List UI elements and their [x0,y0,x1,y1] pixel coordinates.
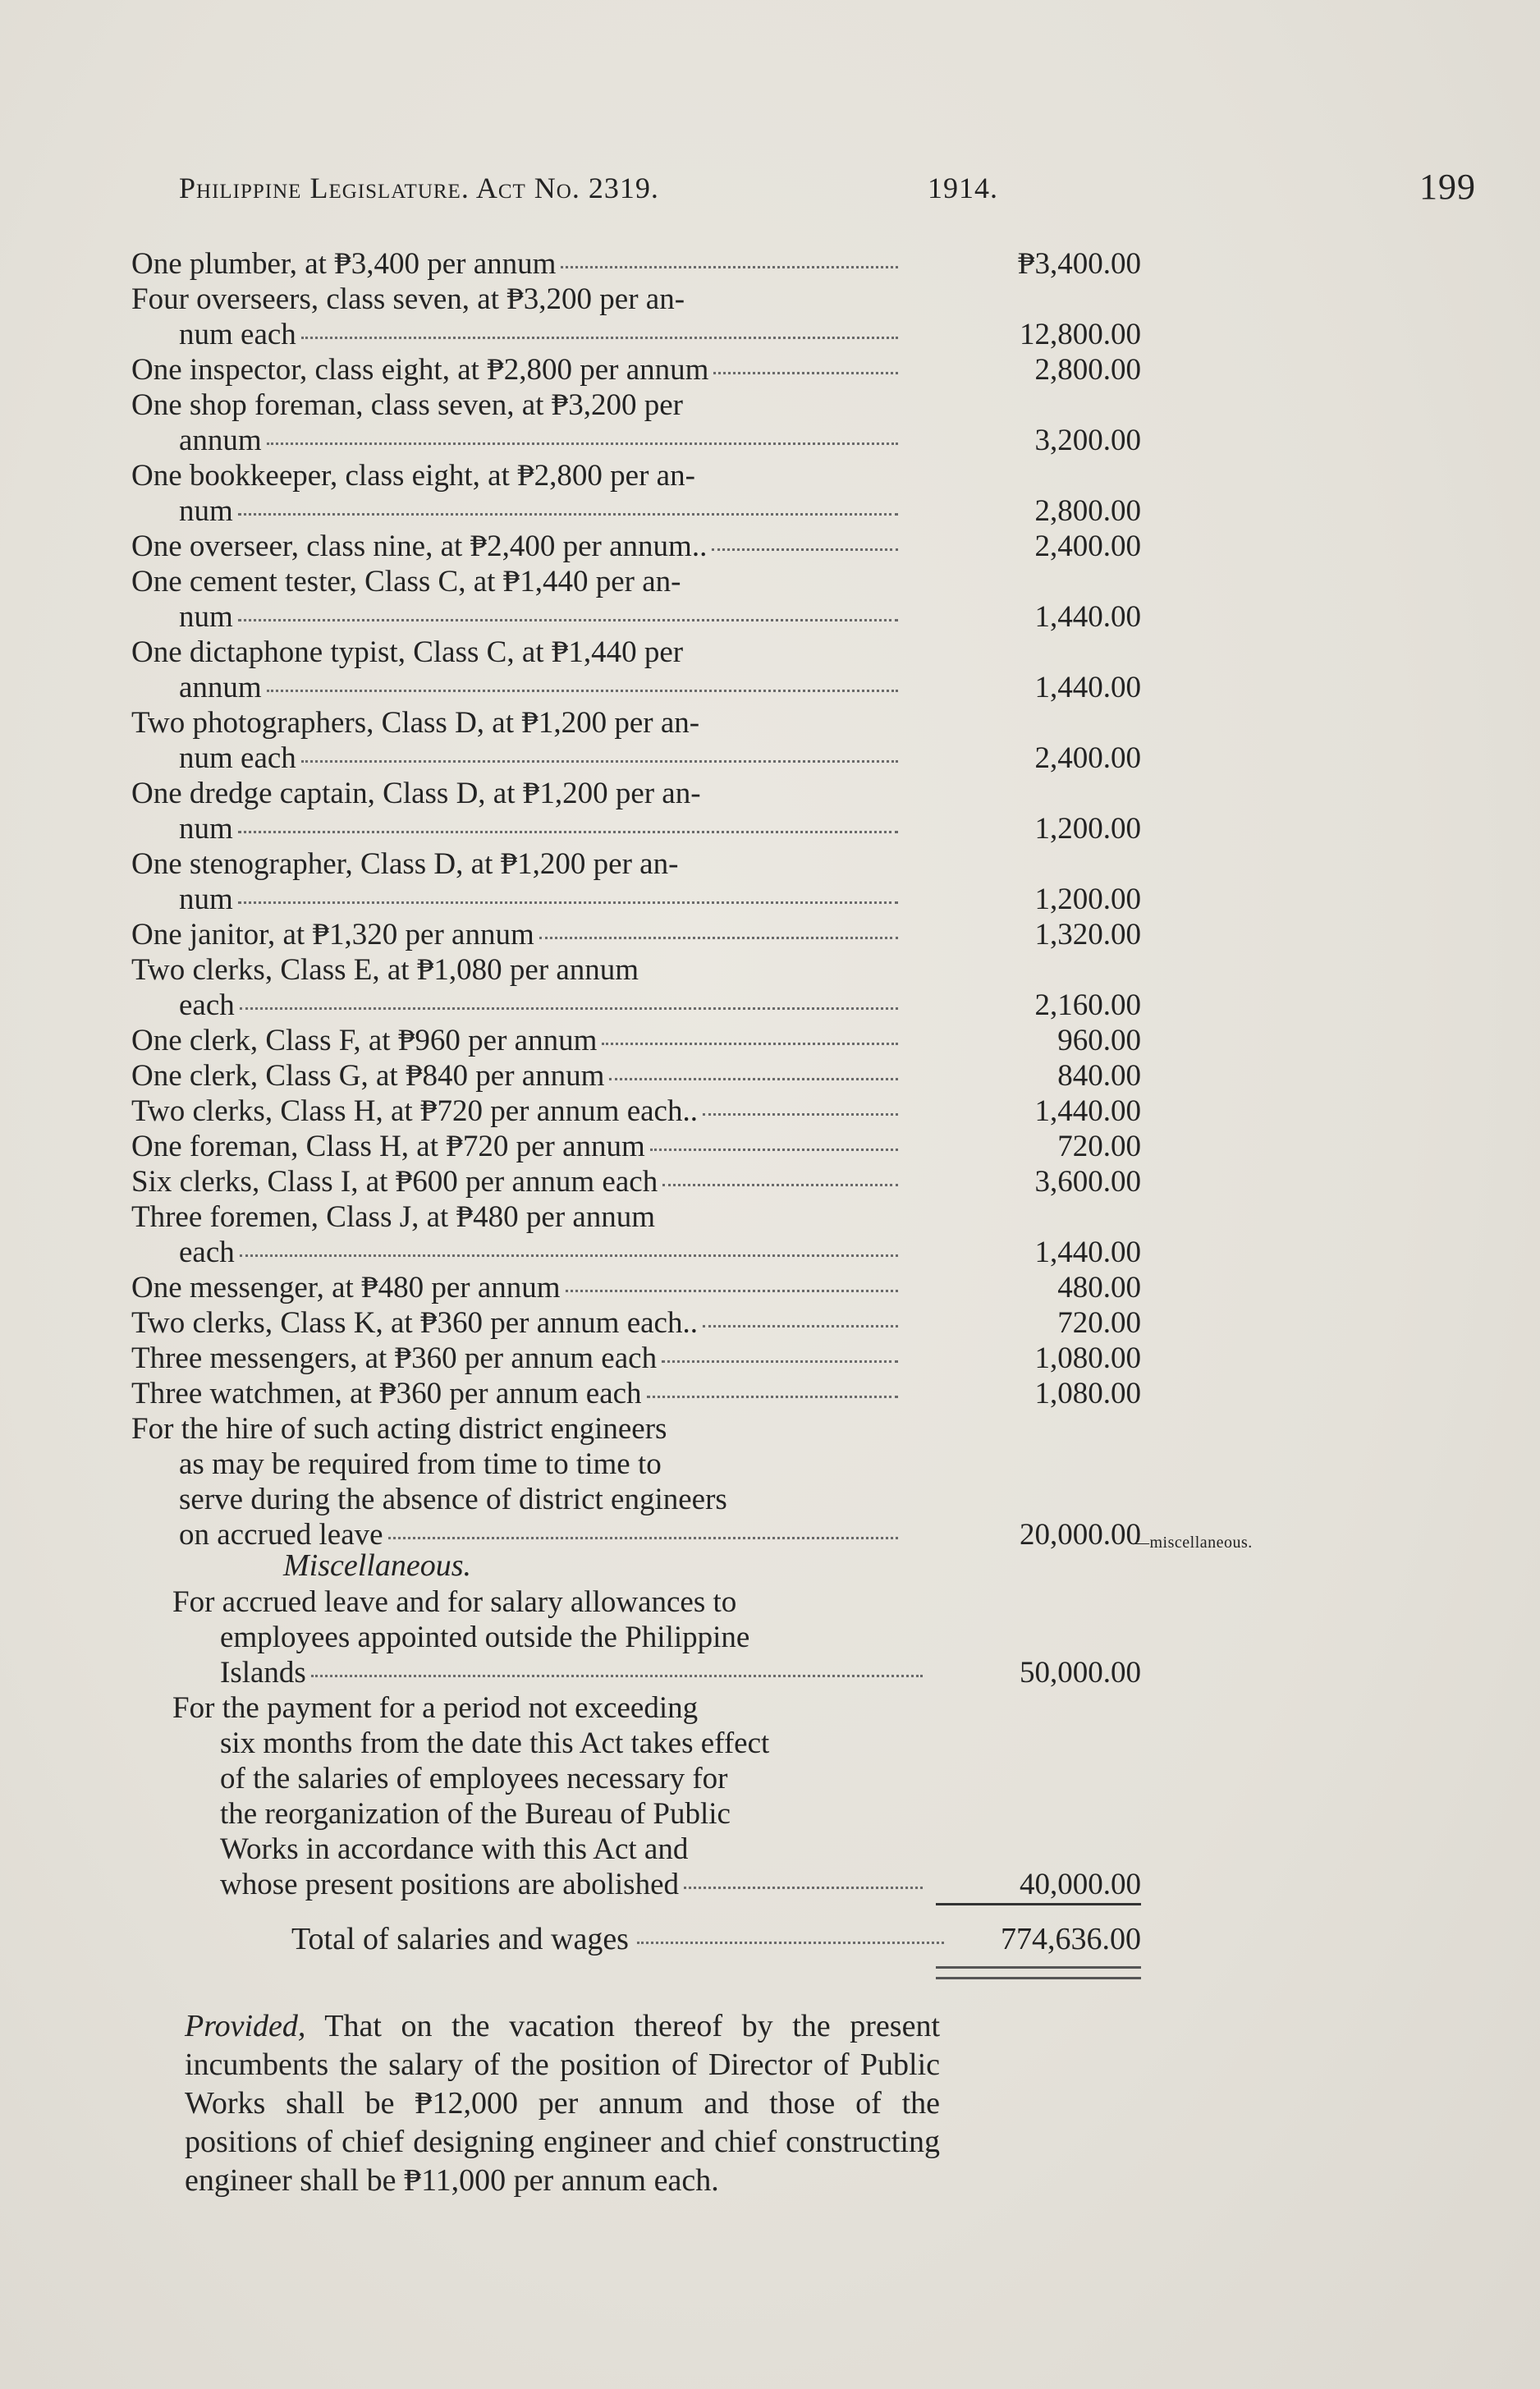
entry-description [131,952,903,1023]
entry-row [131,1094,1141,1129]
entry-row [131,529,1141,564]
entry-amount: 2,160.00 [1034,988,1141,1022]
leader-dots [662,1184,898,1186]
entry-line [131,1376,903,1411]
entry-amount: 1,320.00 [1034,918,1141,951]
entry-line [131,529,903,564]
entry-description [131,246,903,282]
sum-rule [936,1903,1141,1905]
entry-amount: 1,200.00 [1034,883,1141,916]
entry-description [131,1058,903,1094]
entry-row [131,1305,1141,1341]
entry-amount: 50,000.00 [1020,1656,1141,1690]
entry-amount: 2,800.00 [1034,494,1141,528]
entry-text: One cement tester, Class C, at ₱1,440 per an- [131,565,681,598]
entry-line [131,564,903,599]
entry-text: six months from the date this Act takes effect [220,1726,770,1760]
entry-line [131,705,903,741]
entry-line [131,1023,903,1058]
entry-row [131,952,1141,1023]
entry-row [131,1411,1141,1552]
entry-line [131,1270,903,1305]
entry-text: Six clerks, Class I, at ₱600 per annum each [131,1165,658,1199]
entry-text: num [179,494,233,528]
entry-text: For the hire of such acting district engineers [131,1412,667,1446]
entry-line [131,1129,903,1164]
entry-description [131,1376,903,1411]
running-header [179,167,1476,212]
proviso-lead: Provided, [185,2009,306,2043]
entry-text: Two clerks, Class H, at ₱720 per annum each.. [131,1094,698,1128]
entry-amount: ₱3,400.00 [1017,247,1141,281]
entry-description [131,352,903,387]
entry-line [131,988,903,1023]
entry-line [172,1655,928,1690]
leader-dots [561,266,898,268]
entry-text: the reorganization of the Bureau of Public [220,1797,731,1831]
leader-dots [713,372,898,374]
leader-dots [637,1942,944,1944]
entry-text: Two clerks, Class K, at ₱360 per annum each.. [131,1306,698,1340]
entry-amount: 40,000.00 [1020,1868,1141,1901]
entry-row [131,1199,1141,1270]
entry-line [131,317,903,352]
entry-line [172,1690,928,1726]
entry-text: Works in accordance with this Act and [220,1832,689,1866]
entry-line [131,493,903,529]
entry-text: One clerk, Class F, at ₱960 per annum [131,1024,598,1057]
entry-amount: 1,440.00 [1034,671,1141,704]
entry-text: num each [179,318,296,351]
leader-dots [238,513,898,516]
entry-line [131,1164,903,1199]
total-label: Total of salaries and wages [291,1922,629,1956]
entry-line [131,423,903,458]
entry-description [131,1094,903,1129]
entry-row [131,282,1141,352]
entry-row [131,1058,1141,1094]
entry-row [172,1584,1141,1690]
entry-line [131,246,903,282]
entry-amount: 720.00 [1057,1130,1141,1163]
entry-description [131,1411,903,1552]
entry-amount: 12,800.00 [1020,318,1141,351]
entry-text: each [179,1236,235,1269]
entry-text: of the salaries of employees necessary for [220,1762,728,1795]
entry-amount: 960.00 [1057,1024,1141,1057]
leader-dots [238,901,898,904]
entry-text: as may be required from time to time to [179,1447,662,1481]
entry-description [131,1270,903,1305]
entry-text: Two clerks, Class E, at ₱1,080 per annum [131,953,639,987]
entry-description [131,529,903,564]
entry-amount: 480.00 [1057,1271,1141,1305]
entry-line [131,599,903,635]
entry-text: Three watchmen, at ₱360 per annum each [131,1377,642,1410]
entry-line [172,1584,928,1620]
entry-text: Islands [220,1656,306,1690]
entry-line [131,952,903,988]
entry-line [131,846,903,882]
entry-text: whose present positions are abolished [220,1868,679,1901]
entry-text: One plumber, at ₱3,400 per annum [131,247,557,281]
entry-line [131,741,903,776]
entry-amount: 840.00 [1057,1059,1141,1093]
leader-dots [240,1254,898,1257]
entry-text: serve during the absence of district engineers [179,1483,727,1516]
entry-description [131,1164,903,1199]
entry-text: One dictaphone typist, Class C, at ₱1,440 per [131,635,684,669]
entry-text: One messenger, at ₱480 per annum [131,1271,561,1305]
entry-line [131,352,903,387]
entry-line [172,1726,928,1761]
margin-note: —miscellaneous. [1133,1534,1253,1552]
entry-text: num [179,812,233,846]
entry-description [131,282,903,352]
entry-text: Four overseers, class seven, at ₱3,200 per an- [131,282,685,316]
entry-text: annum [179,671,262,704]
entry-amount: 2,400.00 [1034,530,1141,563]
leader-dots [301,760,898,763]
leader-dots [602,1043,898,1045]
leader-dots [388,1537,898,1539]
entry-amount: 3,600.00 [1034,1165,1141,1199]
entry-line [131,1447,903,1482]
entry-text: One bookkeeper, class eight, at ₱2,800 per an- [131,459,695,493]
entry-text: num [179,600,233,634]
entry-description [131,1023,903,1058]
entry-text: One foreman, Class H, at ₱720 per annum [131,1130,645,1163]
entry-row [131,564,1141,635]
entry-text: One inspector, class eight, at ₱2,800 per annum [131,353,709,387]
leader-dots [267,442,898,445]
entry-description [131,776,903,846]
entry-amount: 1,440.00 [1034,1094,1141,1128]
entry-amount: 720.00 [1057,1306,1141,1340]
entry-line [131,811,903,846]
leader-dots [311,1675,923,1677]
entry-text: One overseer, class nine, at ₱2,400 per annum.. [131,530,708,563]
entry-row [131,635,1141,705]
leader-dots [662,1360,898,1363]
entry-line [131,458,903,493]
entry-amount: 1,440.00 [1034,600,1141,634]
entry-row [131,1129,1141,1164]
entry-text: num [179,883,233,916]
entry-text: Three foremen, Class J, at ₱480 per annum [131,1200,656,1234]
entry-line [131,1411,903,1447]
entry-description [131,564,903,635]
entry-row [131,1270,1141,1305]
entry-text: One stenographer, Class D, at ₱1,200 per an- [131,847,679,881]
leader-dots [566,1290,898,1292]
entry-line [131,917,903,952]
leader-dots [703,1113,898,1116]
entry-description [172,1690,928,1902]
entry-text: One clerk, Class G, at ₱840 per annum [131,1059,605,1093]
entry-line [131,1517,903,1552]
entry-line [131,635,903,670]
entry-amount: 20,000.00 [1020,1518,1141,1552]
leader-dots [238,831,898,833]
entry-row [131,387,1141,458]
entry-row [131,352,1141,387]
entry-line [131,1094,903,1129]
entry-line [172,1867,928,1902]
entry-line [131,670,903,705]
entry-text: One shop foreman, class seven, at ₱3,200 per [131,388,683,422]
entry-description [131,846,903,917]
leader-dots [684,1887,923,1889]
entry-line [172,1832,928,1867]
entry-line [131,1341,903,1376]
leader-dots [267,690,898,692]
entry-amount: 2,800.00 [1034,353,1141,387]
entry-text: num each [179,741,296,775]
entry-amount: 1,080.00 [1034,1377,1141,1410]
proviso-text: That on the vacation thereof by the present incumbents the salary of the position of Director of Public Works shall be ₱12,000 per annum and those of the positions of chief designing engineer and chief constructing engineer shall be ₱11,000 per annum each. [185,2009,940,2198]
entry-row [131,776,1141,846]
leader-dots [712,548,898,551]
entry-line [172,1761,928,1796]
entry-description [131,635,903,705]
entry-text: For accrued leave and for salary allowances to [172,1585,737,1619]
entry-line [131,1305,903,1341]
salary-entries [131,246,1141,1552]
entry-text: One janitor, at ₱1,320 per annum [131,918,534,951]
entry-text: For the payment for a period not exceeding [172,1691,699,1725]
page-number: 199 [1419,167,1476,207]
entry-line [131,1199,903,1235]
leader-dots [609,1078,898,1080]
miscellaneous-entries [172,1584,1141,1902]
leader-dots [240,1007,898,1010]
leader-dots [238,619,898,621]
entry-row [131,917,1141,952]
entry-amount: 1,080.00 [1034,1341,1141,1375]
entry-row [131,246,1141,282]
entry-row [131,1376,1141,1411]
entry-row [172,1690,1141,1902]
entry-line [131,1235,903,1270]
entry-text: One dredge captain, Class D, at ₱1,200 per an- [131,777,701,810]
entry-text: Three messengers, at ₱360 per annum each [131,1341,658,1375]
double-rule [936,1966,1141,1979]
entry-line [131,882,903,917]
entry-text: each [179,988,235,1022]
entry-row [131,705,1141,776]
proviso-paragraph [185,2007,940,2200]
header-title: Philippine Legislature. Act No. 2319. [179,172,659,204]
leader-dots [647,1396,898,1398]
entry-row [131,1341,1141,1376]
entry-text: Two photographers, Class D, at ₱1,200 per an- [131,706,700,740]
entry-description [131,1305,903,1341]
leader-dots [539,937,898,939]
entry-line [131,1482,903,1517]
total-amount: 774,636.00 [1001,1922,1141,1956]
entry-description [131,1199,903,1270]
entry-line [131,387,903,423]
entry-description [131,458,903,529]
leader-dots [703,1325,898,1327]
entry-amount: 1,200.00 [1034,812,1141,846]
entry-row [131,458,1141,529]
entry-text: annum [179,424,262,457]
entry-line [131,1058,903,1094]
entry-row [131,1023,1141,1058]
entry-description [131,917,903,952]
entry-line [172,1796,928,1832]
entry-line [131,776,903,811]
entry-text: employees appointed outside the Philippine [220,1621,750,1654]
entry-amount: 2,400.00 [1034,741,1141,775]
entry-row [131,846,1141,917]
entry-amount: 3,200.00 [1034,424,1141,457]
entry-line [131,282,903,317]
entry-description [172,1584,928,1690]
entry-description [131,705,903,776]
leader-dots [301,337,898,339]
total-row [291,1921,1141,1957]
entry-line [172,1620,928,1655]
miscellaneous-subheading: Miscellaneous. [283,1548,472,1583]
entry-description [131,387,903,458]
entry-description [131,1129,903,1164]
header-year: 1914. [928,172,998,204]
leader-dots [650,1149,898,1151]
entry-row [131,1164,1141,1199]
entry-description [131,1341,903,1376]
entry-amount: 1,440.00 [1034,1236,1141,1269]
entry-text: on accrued leave [179,1518,383,1552]
